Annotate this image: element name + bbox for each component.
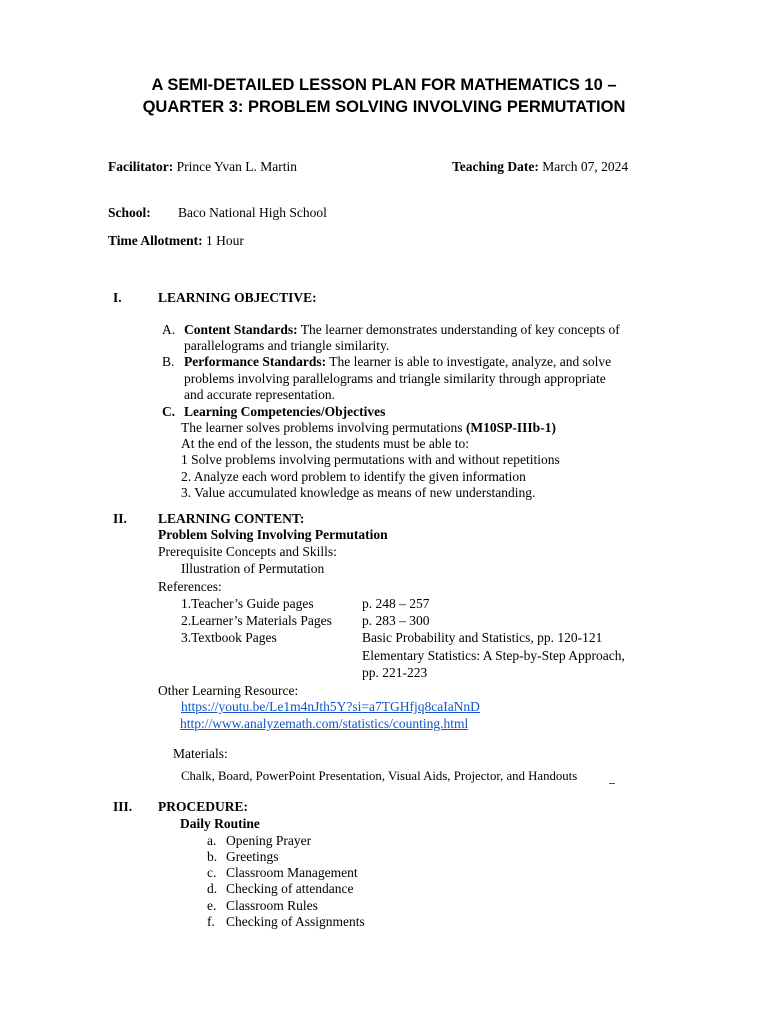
reference-3-value-line3: pp. 221-223 [362,665,428,680]
reference-2-label: 2.Learner’s Materials Pages [181,613,332,628]
other-resources-label: Other Learning Resource: [158,683,299,698]
reference-3-value-line2: Elementary Statistics: A Step-by-Step Approach, [362,648,625,663]
section-2-heading: LEARNING CONTENT: [158,511,305,526]
competency-text: The learner solves problems involving permutations [181,420,466,435]
document-title-line2: QUARTER 3: PROBLEM SOLVING INVOLVING PERMUTATION [142,98,626,116]
reference-3-label: 3.Textbook Pages [181,630,277,645]
school-value: Baco National High School [178,205,327,220]
lesson-topic: Problem Solving Involving Permutation [158,527,388,542]
competency-code: (M10SP-IIIb-1) [465,420,556,435]
objective-2: 2. Analyze each word problem to identify the given information [181,469,526,484]
teaching-date-label: Teaching Date: [452,159,539,174]
performance-standards-line3: and accurate representation. [184,387,336,402]
content-standards-line1 [184,321,620,338]
routine-letter: e. [207,898,217,913]
routine-item: Classroom Rules [226,898,318,913]
routine-letter: b. [207,849,218,864]
prerequisite-item: Illustration of Permutation [181,561,325,576]
routine-item: Checking of Assignments [226,914,365,929]
objective-1: 1 Solve problems involving permutations with and without repetitions [181,452,560,467]
item-c-letter: C. [162,404,176,419]
materials-label: Materials: [173,746,228,761]
section-1-heading: LEARNING OBJECTIVE: [158,290,317,305]
reference-2-value: p. 283 – 300 [362,613,430,628]
routine-letter: d. [207,881,218,896]
references-label: References: [158,579,222,594]
routine-letter: c. [207,865,217,880]
teaching-date-value: March 07, 2024 [538,159,629,174]
reference-1-label: 1.Teacher’s Guide pages [181,596,314,611]
performance-standards-line1 [184,353,611,370]
youtube-resource-link[interactable]: https://youtu.be/Le1m4nJth5Y?si=a7TGHfjq8caIaNnD [181,699,480,714]
performance-standards-label: Performance Standards: [184,354,327,369]
routine-item: Checking of attendance [226,881,354,896]
document-title-line1: A SEMI-DETAILED LESSON PLAN FOR MATHEMATICS 10 – [151,76,617,94]
materials-underline [609,783,615,784]
teaching-date-line [452,158,628,175]
reference-1-value: p. 248 – 257 [362,596,430,611]
prerequisite-label: Prerequisite Concepts and Skills: [158,544,337,559]
item-a-letter: A. [162,322,176,337]
section-3-numeral: III. [113,799,133,814]
learning-competencies-label: Learning Competencies/Objectives [184,404,386,419]
content-standards-label: Content Standards: [184,322,298,337]
routine-item: Classroom Management [226,865,358,880]
reference-3-value-line1: Basic Probability and Statistics, pp. 120-121 [362,630,603,645]
analyzemath-resource-link[interactable]: http://www.analyzemath.com/statistics/counting.html [180,716,469,731]
school-label: School: [108,205,151,220]
facilitator-line [108,158,297,175]
time-allotment-value: 1 Hour [202,233,244,248]
objective-3: 3. Value accumulated knowledge as means of new understanding. [181,485,536,500]
section-3-heading: PROCEDURE: [158,799,248,814]
performance-standards-text: The learner is able to investigate, analyze, and solve [326,354,612,369]
time-allotment-line [108,232,244,249]
routine-letter: f. [207,914,215,929]
routine-item: Greetings [226,849,279,864]
time-allotment-label: Time Allotment: [108,233,203,248]
item-b-letter: B. [162,354,175,369]
facilitator-label: Facilitator: [108,159,174,174]
content-standards-line2: parallelograms and triangle similarity. [184,338,390,353]
performance-standards-line2: problems involving parallelograms and triangle similarity through appropriate [184,371,606,386]
section-2-numeral: II. [113,511,127,526]
section-1-numeral: I. [113,290,122,305]
routine-letter: a. [207,833,217,848]
materials-value: Chalk, Board, PowerPoint Presentation, Visual Aids, Projector, and Handouts [181,769,578,783]
content-standards-text: The learner demonstrates understanding of key concepts of [297,322,620,337]
objectives-intro: At the end of the lesson, the students must be able to: [181,436,469,451]
daily-routine-heading: Daily Routine [180,816,260,831]
facilitator-value: Prince Yvan L. Martin [173,159,297,174]
routine-item: Opening Prayer [226,833,312,848]
competency-line [181,419,556,436]
